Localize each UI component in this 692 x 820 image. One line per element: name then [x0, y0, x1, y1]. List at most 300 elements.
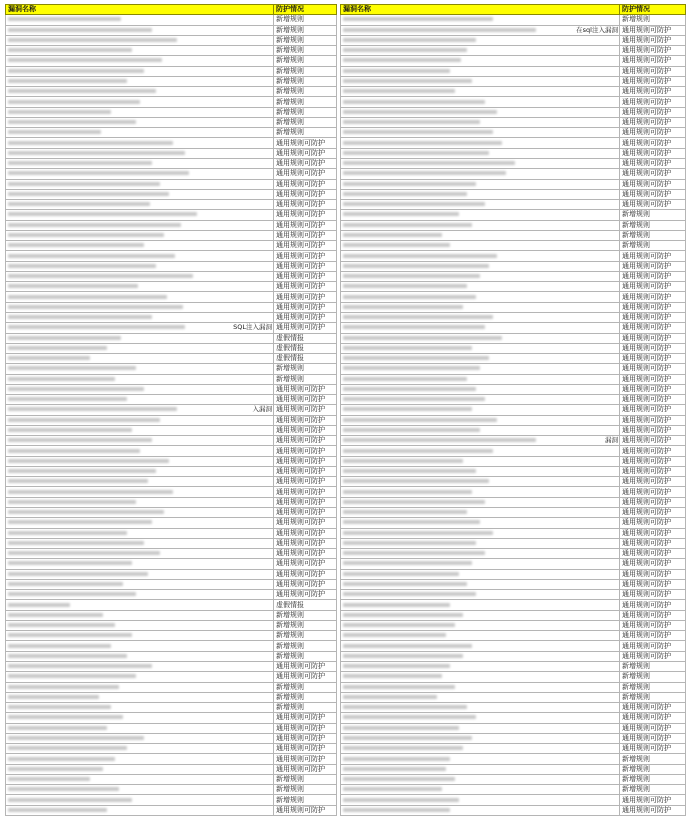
redacted-name	[8, 674, 136, 678]
redacted-name	[8, 654, 127, 658]
protection-status-cell: 通用规则可防护	[620, 559, 686, 569]
table-row	[6, 610, 337, 620]
vulnerability-name-cell	[341, 384, 620, 394]
vulnerability-name-cell	[6, 25, 274, 35]
table-row	[341, 785, 686, 795]
vulnerability-name-cell	[6, 200, 274, 210]
table-row	[341, 425, 686, 435]
table-row	[341, 620, 686, 630]
table-row	[6, 179, 337, 189]
column-header-name: 漏洞名称	[341, 5, 620, 15]
redacted-name	[343, 787, 442, 791]
vulnerability-name-cell	[341, 220, 620, 230]
protection-status-cell: 通用规则可防护	[274, 323, 337, 333]
redacted-name	[343, 798, 459, 802]
redacted-name	[343, 100, 485, 104]
redacted-name	[8, 613, 103, 617]
table-row	[6, 764, 337, 774]
table-row	[6, 579, 337, 589]
table-row	[6, 754, 337, 764]
vulnerability-name-cell	[6, 569, 274, 579]
redacted-name	[343, 746, 463, 750]
redacted-name	[8, 726, 107, 730]
protection-status-cell: 通用规则可防护	[274, 200, 337, 210]
table-row	[341, 241, 686, 251]
table-row	[341, 364, 686, 374]
protection-status-cell: 通用规则可防护	[620, 169, 686, 179]
table-row	[341, 754, 686, 764]
redacted-name	[343, 223, 472, 227]
vulnerability-name-cell	[6, 538, 274, 548]
column-header-name: 漏洞名称	[6, 5, 274, 15]
vulnerability-name-cell	[341, 487, 620, 497]
redacted-name	[343, 490, 472, 494]
redacted-name	[343, 685, 455, 689]
table-row	[6, 138, 337, 148]
column-header-status: 防护情况	[274, 5, 337, 15]
table-row	[6, 703, 337, 713]
protection-status-cell: 通用规则可防护	[620, 364, 686, 374]
vulnerability-name-cell	[6, 292, 274, 302]
protection-status-cell: 通用规则可防护	[620, 549, 686, 559]
table-row	[341, 312, 686, 322]
protection-status-cell: 通用规则可防护	[620, 405, 686, 415]
vulnerability-name-cell	[341, 600, 620, 610]
vulnerability-name-cell	[6, 261, 274, 271]
table-row	[341, 148, 686, 158]
protection-status-cell: 通用规则可防护	[620, 333, 686, 343]
redacted-name	[343, 274, 480, 278]
table-row	[6, 518, 337, 528]
table-row	[341, 456, 686, 466]
vulnerability-name-cell	[6, 692, 274, 702]
protection-status-cell: 通用规则可防护	[620, 148, 686, 158]
table-row	[6, 559, 337, 569]
table-row	[6, 354, 337, 364]
table-row	[6, 46, 337, 56]
protection-status-cell: 通用规则可防护	[620, 66, 686, 76]
vulnerability-name-cell	[341, 436, 620, 446]
vulnerability-name-cell	[341, 312, 620, 322]
table-row	[6, 15, 337, 25]
protection-status-cell: 通用规则可防护	[274, 723, 337, 733]
redacted-name	[8, 541, 144, 545]
redacted-name	[8, 100, 140, 104]
table-row	[6, 785, 337, 795]
table-row	[341, 508, 686, 518]
protection-status-cell: 新增规则	[274, 128, 337, 138]
table-row	[6, 456, 337, 466]
table-row	[341, 805, 686, 815]
vulnerability-name-cell	[6, 384, 274, 394]
vulnerability-name-cell	[6, 76, 274, 86]
protection-status-cell: 新增规则	[274, 364, 337, 374]
protection-status-cell: 通用规则可防护	[620, 35, 686, 45]
redacted-name	[343, 325, 485, 329]
vulnerability-name-cell	[6, 425, 274, 435]
column-header-status: 防护情况	[620, 5, 686, 15]
table-row	[6, 251, 337, 261]
protection-status-cell: 通用规则可防护	[274, 436, 337, 446]
vulnerability-name-cell	[341, 354, 620, 364]
vulnerability-name-cell	[341, 200, 620, 210]
protection-status-cell: 新增规则	[620, 774, 686, 784]
table-row	[341, 466, 686, 476]
redacted-name	[8, 202, 150, 206]
protection-status-cell: 通用规则可防护	[620, 374, 686, 384]
protection-status-cell: 通用规则可防护	[274, 282, 337, 292]
table-row	[341, 292, 686, 302]
redacted-name	[8, 777, 90, 781]
protection-status-cell: 通用规则可防护	[620, 46, 686, 56]
redacted-name	[8, 787, 119, 791]
protection-status-cell: 通用规则可防护	[620, 395, 686, 405]
vulnerability-name-cell	[341, 456, 620, 466]
table-row	[6, 682, 337, 692]
table-row	[341, 333, 686, 343]
table-row	[341, 569, 686, 579]
table-row	[341, 35, 686, 45]
redacted-name	[8, 757, 115, 761]
redacted-name	[8, 366, 136, 370]
table-row	[6, 374, 337, 384]
table-row	[6, 292, 337, 302]
vulnerability-name-cell	[6, 405, 274, 415]
table-row	[341, 66, 686, 76]
vulnerability-name-cell	[6, 559, 274, 569]
table-row	[341, 282, 686, 292]
redacted-name	[8, 141, 173, 145]
vulnerability-name-cell	[6, 497, 274, 507]
vulnerability-name-cell	[341, 87, 620, 97]
table-row	[6, 107, 337, 117]
vulnerability-name-cell	[6, 220, 274, 230]
vulnerability-name-cell	[6, 128, 274, 138]
redacted-name	[343, 28, 536, 32]
table-row	[341, 518, 686, 528]
redacted-name	[8, 171, 189, 175]
redacted-name	[343, 233, 442, 237]
redacted-name	[343, 449, 493, 453]
protection-status-cell: 通用规则可防护	[620, 25, 686, 35]
table-row	[6, 241, 337, 251]
protection-status-cell: 通用规则可防护	[620, 631, 686, 641]
redacted-name	[343, 551, 485, 555]
table-row	[6, 230, 337, 240]
table-row	[341, 662, 686, 672]
protection-status-cell: 通用规则可防护	[620, 261, 686, 271]
table-row	[341, 251, 686, 261]
table-row	[341, 138, 686, 148]
redacted-name	[343, 479, 489, 483]
protection-status-cell: 通用规则可防护	[274, 528, 337, 538]
vulnerability-name-cell	[341, 323, 620, 333]
vulnerability-name-cell	[6, 518, 274, 528]
vulnerability-name-suffix: SQL注入漏洞	[233, 323, 272, 332]
vulnerability-name-cell	[341, 66, 620, 76]
table-row	[341, 590, 686, 600]
protection-status-cell: 新增规则	[274, 774, 337, 784]
vulnerability-name-cell	[341, 579, 620, 589]
table-row	[6, 364, 337, 374]
protection-status-cell: 通用规则可防护	[620, 415, 686, 425]
protection-status-cell: 通用规则可防护	[620, 87, 686, 97]
table-row	[6, 405, 337, 415]
vulnerability-name-cell	[341, 549, 620, 559]
table-row	[6, 590, 337, 600]
redacted-name	[343, 582, 467, 586]
protection-status-cell: 通用规则可防护	[620, 97, 686, 107]
redacted-name	[8, 644, 111, 648]
table-row	[6, 641, 337, 651]
vulnerability-name-cell	[6, 641, 274, 651]
protection-status-cell: 新增规则	[274, 25, 337, 35]
protection-status-cell: 通用规则可防护	[274, 672, 337, 682]
redacted-name	[343, 674, 442, 678]
table-row	[341, 651, 686, 661]
table-row	[6, 446, 337, 456]
vulnerability-name-cell	[6, 15, 274, 25]
redacted-name	[343, 387, 476, 391]
table-row	[6, 487, 337, 497]
vulnerability-name-cell	[6, 56, 274, 66]
table-row	[6, 97, 337, 107]
protection-status-cell: 新增规则	[620, 241, 686, 251]
table-row	[6, 744, 337, 754]
table-row	[341, 200, 686, 210]
table-row	[341, 374, 686, 384]
protection-status-cell: 通用规则可防护	[620, 128, 686, 138]
table-row	[6, 312, 337, 322]
protection-status-cell: 新增规则	[274, 87, 337, 97]
redacted-name	[8, 69, 144, 73]
protection-status-cell: 通用规则可防护	[274, 189, 337, 199]
vulnerability-name-cell	[6, 282, 274, 292]
redacted-name	[8, 387, 144, 391]
vulnerability-name-cell	[341, 744, 620, 754]
redacted-name	[343, 151, 489, 155]
table-row	[6, 35, 337, 45]
vulnerability-name-cell	[341, 703, 620, 713]
table-row	[6, 508, 337, 518]
table-row	[6, 631, 337, 641]
vulnerability-name-cell	[6, 169, 274, 179]
vulnerability-name-cell	[341, 364, 620, 374]
redacted-name	[8, 110, 111, 114]
vulnerability-name-cell	[6, 333, 274, 343]
protection-status-cell: 通用规则可防护	[620, 292, 686, 302]
vulnerability-name-cell	[6, 271, 274, 281]
redacted-name	[8, 356, 90, 360]
vulnerability-name-cell	[6, 508, 274, 518]
vulnerability-name-cell	[341, 158, 620, 168]
protection-status-cell: 新增规则	[620, 785, 686, 795]
vulnerability-name-cell	[6, 189, 274, 199]
protection-status-cell: 通用规则可防护	[620, 744, 686, 754]
protection-status-cell: 新增规则	[274, 795, 337, 805]
redacted-name	[8, 407, 177, 411]
table-row	[341, 559, 686, 569]
vulnerability-name-cell	[6, 805, 274, 815]
protection-status-cell: 通用规则可防护	[620, 312, 686, 322]
protection-status-cell: 通用规则可防护	[274, 261, 337, 271]
redacted-name	[8, 623, 115, 627]
redacted-name	[343, 305, 463, 309]
protection-status-cell: 通用规则可防护	[620, 107, 686, 117]
table-row	[341, 744, 686, 754]
redacted-name	[8, 705, 111, 709]
vulnerability-name-cell	[341, 271, 620, 281]
redacted-name	[8, 592, 136, 596]
table-row	[341, 497, 686, 507]
vulnerability-name-cell	[6, 107, 274, 117]
redacted-name	[8, 685, 119, 689]
redacted-name	[8, 295, 167, 299]
protection-status-cell: 新增规则	[274, 66, 337, 76]
protection-status-cell: 通用规则可防护	[274, 415, 337, 425]
protection-status-cell: 通用规则可防护	[274, 713, 337, 723]
redacted-name	[343, 654, 463, 658]
vulnerability-name-cell	[6, 117, 274, 127]
redacted-name	[343, 171, 506, 175]
vulnerability-name-cell	[341, 138, 620, 148]
protection-status-cell: 通用规则可防护	[620, 497, 686, 507]
redacted-name	[8, 38, 177, 42]
vulnerability-name-cell	[6, 241, 274, 251]
protection-status-cell: 新增规则	[274, 76, 337, 86]
protection-status-cell: 通用规则可防护	[620, 200, 686, 210]
protection-status-cell: 通用规则可防护	[274, 579, 337, 589]
vulnerability-name-suffix: 在sql注入漏洞	[576, 25, 618, 34]
protection-status-cell: 通用规则可防护	[274, 466, 337, 476]
table-row	[6, 302, 337, 312]
vulnerability-name-cell	[341, 343, 620, 353]
redacted-name	[8, 633, 132, 637]
redacted-name	[343, 726, 459, 730]
protection-status-cell: 通用规则可防护	[274, 158, 337, 168]
protection-status-cell: 虚假情报	[274, 333, 337, 343]
vulnerability-name-cell	[6, 703, 274, 713]
protection-status-cell: 新增规则	[274, 703, 337, 713]
vulnerability-name-cell	[341, 56, 620, 66]
table-row	[6, 333, 337, 343]
table-row	[341, 46, 686, 56]
redacted-name	[8, 161, 152, 165]
protection-status-cell: 新增规则	[620, 662, 686, 672]
redacted-name	[8, 500, 136, 504]
vulnerability-name-cell	[6, 46, 274, 56]
vulnerability-name-cell	[6, 672, 274, 682]
vulnerability-name-cell	[6, 764, 274, 774]
table-row	[6, 528, 337, 538]
left-table-body	[6, 15, 337, 816]
redacted-name	[343, 17, 493, 21]
redacted-name	[343, 110, 497, 114]
vulnerability-name-cell	[341, 559, 620, 569]
vulnerability-name-cell	[6, 528, 274, 538]
redacted-name	[8, 428, 132, 432]
table-row	[6, 200, 337, 210]
protection-status-cell: 通用规则可防护	[620, 487, 686, 497]
protection-status-cell: 通用规则可防护	[620, 805, 686, 815]
redacted-name	[8, 151, 185, 155]
redacted-name	[343, 623, 455, 627]
protection-status-cell: 通用规则可防护	[274, 148, 337, 158]
vulnerability-name-cell	[341, 518, 620, 528]
vulnerability-name-cell	[6, 590, 274, 600]
vulnerability-name-cell	[341, 292, 620, 302]
redacted-name	[8, 130, 101, 134]
table-row	[6, 148, 337, 158]
table-row	[341, 87, 686, 97]
redacted-name	[8, 418, 160, 422]
protection-status-cell: 虚假情报	[274, 600, 337, 610]
table-row	[341, 610, 686, 620]
protection-status-cell: 通用规则可防护	[274, 590, 337, 600]
table-row	[341, 107, 686, 117]
table-row	[341, 354, 686, 364]
redacted-name	[8, 346, 107, 350]
redacted-name	[343, 459, 463, 463]
redacted-name	[343, 69, 450, 73]
table-row	[341, 446, 686, 456]
protection-status-cell: 通用规则可防护	[620, 713, 686, 723]
redacted-name	[343, 141, 502, 145]
redacted-name	[343, 79, 472, 83]
table-row	[341, 169, 686, 179]
redacted-name	[343, 777, 455, 781]
table-row	[6, 662, 337, 672]
redacted-name	[343, 202, 485, 206]
vulnerability-name-cell	[6, 754, 274, 764]
table-row	[341, 795, 686, 805]
redacted-name	[343, 356, 489, 360]
redacted-name	[343, 808, 450, 812]
protection-status-cell: 通用规则可防护	[620, 271, 686, 281]
table-row	[6, 66, 337, 76]
protection-status-cell: 新增规则	[274, 117, 337, 127]
protection-status-cell: 通用规则可防护	[620, 590, 686, 600]
vulnerability-name-cell	[341, 282, 620, 292]
protection-status-cell: 新增规则	[274, 35, 337, 45]
redacted-name	[8, 89, 156, 93]
protection-status-cell: 通用规则可防护	[620, 76, 686, 86]
protection-status-cell: 通用规则可防护	[620, 703, 686, 713]
protection-status-cell: 通用规则可防护	[274, 425, 337, 435]
redacted-name	[8, 254, 175, 258]
protection-status-cell: 虚假情报	[274, 354, 337, 364]
table-row	[6, 189, 337, 199]
redacted-name	[8, 479, 148, 483]
vulnerability-name-cell	[341, 466, 620, 476]
vulnerability-name-cell	[341, 251, 620, 261]
table-row	[341, 579, 686, 589]
table-row	[341, 692, 686, 702]
protection-status-cell: 通用规则可防护	[620, 323, 686, 333]
redacted-name	[343, 366, 480, 370]
table-row	[341, 774, 686, 784]
redacted-name	[8, 284, 138, 288]
redacted-name	[343, 613, 463, 617]
protection-status-cell: 通用规则可防护	[620, 641, 686, 651]
vulnerability-name-cell	[6, 148, 274, 158]
protection-status-cell: 通用规则可防护	[274, 384, 337, 394]
redacted-name	[343, 438, 536, 442]
vulnerability-name-cell	[6, 579, 274, 589]
vulnerability-name-cell	[341, 169, 620, 179]
table-row	[6, 343, 337, 353]
table-row	[6, 220, 337, 230]
